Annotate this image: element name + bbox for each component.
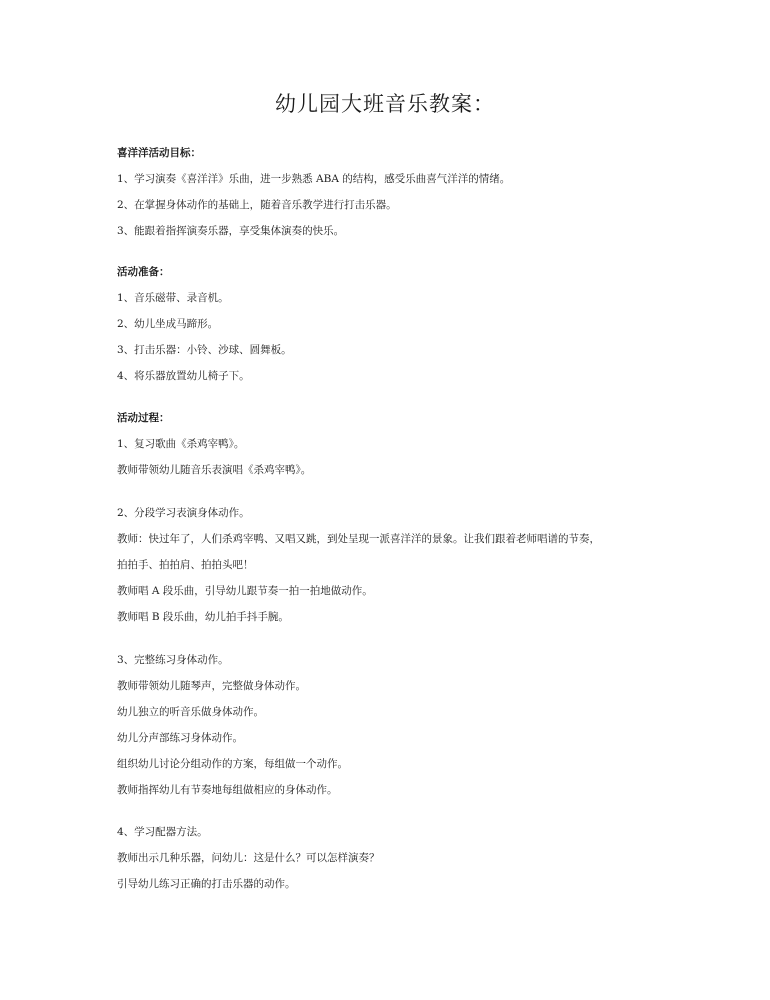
- goal-item: 3、能跟着指挥演奏乐器，享受集体演奏的快乐。: [117, 225, 345, 237]
- goals-heading: 喜洋洋活动目标：: [117, 147, 201, 159]
- process-line: 教师指挥幼儿有节奏地每组做相应的身体动作。: [117, 784, 338, 796]
- process-step-title: 1、复习歌曲《杀鸡宰鸭》。: [117, 438, 245, 450]
- process-line: 幼儿分声部练习身体动作。: [117, 732, 243, 744]
- preparation-item: 4、将乐器放置幼儿椅子下。: [117, 370, 250, 382]
- process-line: 教师带领幼儿随音乐表演唱《杀鸡宰鸭》。: [117, 464, 312, 476]
- process-step-title: 3、完整练习身体动作。: [117, 654, 229, 666]
- process-step-title: 2、分段学习表演身体动作。: [117, 507, 250, 519]
- goal-item: 1、学习演奏《喜洋洋》乐曲，进一步熟悉 ABA 的结构，感受乐曲喜气洋洋的情绪。: [117, 173, 511, 185]
- preparation-item: 3、打击乐器：小铃、沙球、圆舞板。: [117, 344, 292, 356]
- process-line: 教师带领幼儿随琴声，完整做身体动作。: [117, 680, 306, 692]
- process-line: 教师唱 B 段乐曲，幼儿拍手抖手腕。: [117, 611, 289, 623]
- goal-item: 2、在掌握身体动作的基础上，随着音乐教学进行打击乐器。: [117, 199, 397, 211]
- process-line: 引导幼儿练习正确的打击乐器的动作。: [117, 878, 296, 890]
- preparation-item: 2、幼儿坐成马蹄形。: [117, 318, 219, 330]
- process-step-title: 4、学习配器方法。: [117, 826, 208, 838]
- process-line: 教师：快过年了，人们杀鸡宰鸭、又唱又跳，到处呈现一派喜洋洋的景象。让我们跟着老师唱谱的节奏，: [117, 533, 600, 545]
- document-title: 幼儿园大班音乐教案：: [275, 92, 495, 116]
- process-line: 教师唱 A 段乐曲，引导幼儿跟节奏一拍一拍地做动作。: [117, 585, 373, 597]
- preparation-item: 1、音乐磁带、录音机。: [117, 292, 229, 304]
- process-heading: 活动过程：: [117, 412, 170, 424]
- process-line: 幼儿独立的听音乐做身体动作。: [117, 706, 264, 718]
- process-line: 拍拍手、拍拍肩、拍拍头吧！: [117, 559, 254, 571]
- process-line: 教师出示几种乐器，问幼儿：这是什么？可以怎样演奏？: [117, 852, 380, 864]
- preparation-heading: 活动准备：: [117, 266, 170, 278]
- process-line: 组织幼儿讨论分组动作的方案，每组做一个动作。: [117, 758, 348, 770]
